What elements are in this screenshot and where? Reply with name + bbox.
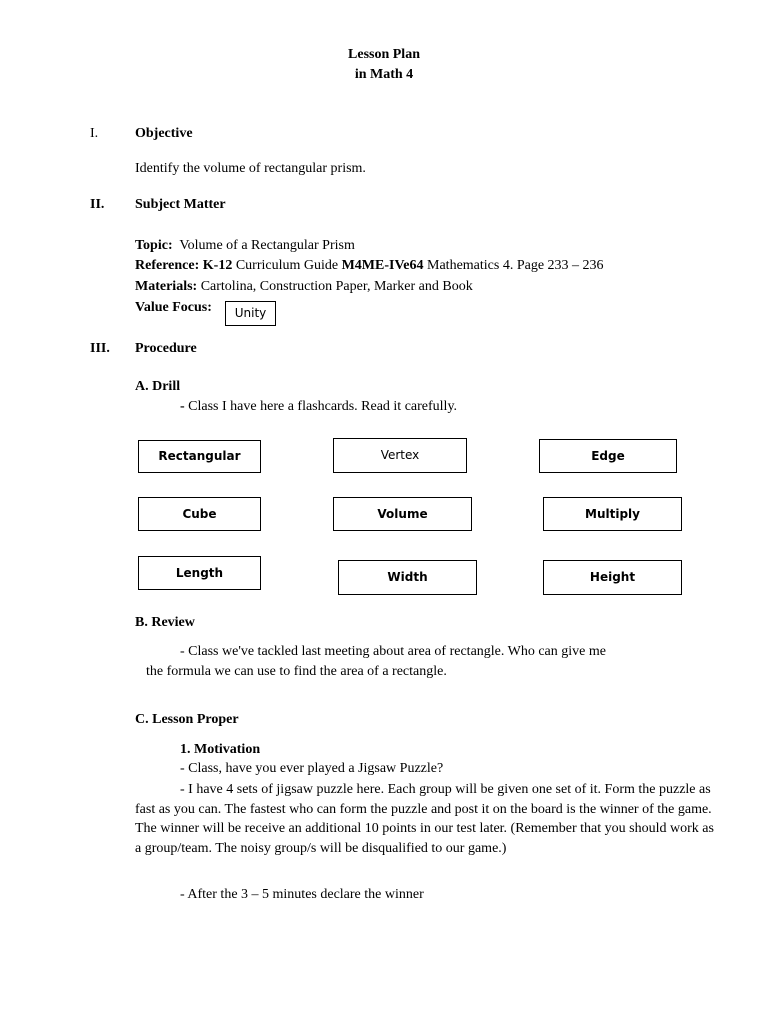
section-numeral-2: II.: [90, 197, 105, 212]
review-line-2: the formula we can use to find the area of a rectangle.: [146, 664, 447, 679]
flashcard-vertex: Vertex: [333, 438, 467, 473]
topic-value: Volume of a Rectangular Prism: [179, 238, 355, 253]
review-heading: B. Review: [135, 615, 195, 630]
flashcard-width: Width: [338, 560, 477, 595]
subject-matter-heading: Subject Matter: [135, 197, 226, 212]
review-line-1: - Class we've tackled last meeting about area of rectangle. Who can give me: [180, 644, 606, 659]
document-title: Lesson Plan: [348, 47, 420, 62]
flashcard-volume: Volume: [333, 497, 472, 531]
motivation-heading: 1. Motivation: [180, 742, 261, 757]
flashcard-rectangular: Rectangular: [138, 440, 261, 473]
materials-value: Cartolina, Construction Paper, Marker and Book: [200, 279, 473, 294]
document-subtitle: in Math 4: [354, 67, 414, 82]
reference-k12: K-12: [202, 258, 233, 273]
reference-code: M4ME-IVe64: [341, 258, 424, 273]
motivation-final-line: - After the 3 – 5 minutes declare the winner: [180, 887, 424, 902]
drill-instruction-text: Class I have here a flashcards. Read it carefully.: [188, 399, 458, 414]
reference-mid: Curriculum Guide: [235, 258, 339, 273]
reference-label: Reference:: [135, 258, 200, 273]
materials-label: Materials:: [135, 279, 198, 294]
objective-text: Identify the volume of rectangular prism.: [135, 161, 366, 176]
procedure-heading: Procedure: [135, 341, 197, 356]
section-numeral-1: I.: [90, 126, 99, 141]
flashcard-multiply: Multiply: [543, 497, 682, 531]
flashcard-cube: Cube: [138, 497, 261, 531]
reference-end: Mathematics 4. Page 233 – 236: [427, 258, 604, 273]
motivation-line-1: - Class, have you ever played a Jigsaw Puzzle?: [180, 761, 444, 776]
objective-heading: Objective: [135, 126, 193, 141]
value-focus-value: Unity: [234, 306, 267, 321]
topic-line: [135, 238, 355, 255]
lesson-proper-heading: C. Lesson Proper: [135, 712, 239, 727]
flashcard-height: Height: [543, 560, 682, 595]
drill-instruction: [180, 399, 457, 416]
value-focus-box: [225, 301, 276, 326]
value-focus-label: Value Focus:: [135, 300, 212, 315]
motivation-paragraph: - I have 4 sets of jigsaw puzzle here. Each group will be given one set of it. Form the puzzle as fast as you can. The fastest who can form the puzzle and post it on the board is the winner of the game. The winner will be receive an additional 10 points in our test later. (Remember that you should work as a group/team. The noisy group/s will be disqualified to our game.): [135, 782, 714, 856]
flashcard-length: Length: [138, 556, 261, 590]
reference-line: [135, 258, 604, 275]
flashcard-edge: Edge: [539, 439, 677, 473]
drill-heading: A. Drill: [135, 379, 181, 394]
section-numeral-3: III.: [90, 341, 110, 356]
drill-dash: -: [180, 399, 185, 414]
topic-label: Topic:: [135, 238, 173, 253]
materials-line: [135, 279, 473, 296]
